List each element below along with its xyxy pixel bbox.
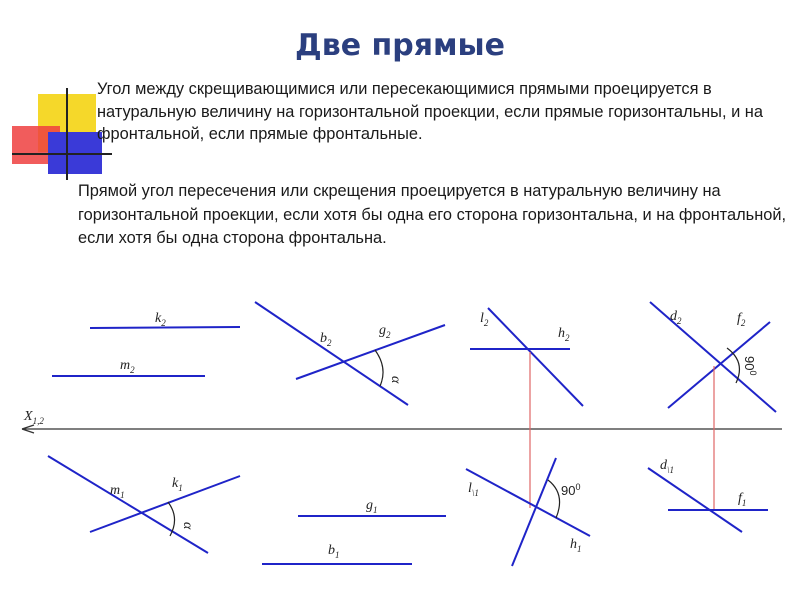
label-b1: $b_1$ [328, 543, 340, 560]
page-title: Две прямые [295, 28, 505, 63]
label-alpha-top: α [388, 376, 403, 384]
label-l2: $l_2$ [480, 311, 489, 328]
label-d1: $d_{\backslash 1}$ [660, 458, 675, 475]
label-g2: $g_2$ [379, 323, 391, 340]
arc-90-bottom [548, 480, 560, 518]
line-l2 [488, 308, 583, 406]
label-90-bottom: $90^0$ [561, 482, 581, 498]
label-f1: $f_1$ [738, 491, 747, 508]
label-f2: $f_2$ [737, 311, 746, 328]
axis-label: $X_{1,2}$ [24, 409, 44, 426]
label-k1: $k_1$ [172, 476, 183, 493]
arc-alpha-top [375, 350, 383, 386]
paragraph-right-angle: Прямой угол пересечения или скрещения проецируется в натуральную величину на горизонтальной проекции, если хотя бы одна его сторона горизонтальна, и на фронтальной, если хотя бы одна сторона фронтальна. [78, 182, 787, 247]
label-g1: $g_1$ [366, 498, 378, 515]
line-b2 [255, 302, 408, 405]
arc-90-top [727, 348, 739, 383]
label-alpha-bottom: α [180, 522, 195, 530]
label-m2: $m_2$ [120, 358, 135, 375]
label-m1: $m_1$ [110, 483, 125, 500]
line-d1 [648, 468, 742, 532]
line-h1 [512, 458, 556, 566]
line-g2 [296, 325, 445, 379]
label-b2: $b_2$ [320, 331, 332, 348]
label-d2: $d_2$ [670, 309, 682, 326]
label-h2: $h_2$ [558, 326, 570, 343]
label-90-top: $90^0$ [742, 356, 758, 376]
line-m1 [48, 456, 208, 553]
label-l1: $l_{\backslash 1}$ [468, 481, 479, 498]
paragraph-parallel-lines: Угол между скрещивающимися или пересекающимися прямыми проецируется в натуральную величину на горизонтальной проекции, если прямые горизонтальны, и на фронтальной, если прямые фронтальные. [97, 80, 763, 143]
label-k2: $k_2$ [155, 311, 166, 328]
label-h1: $h_1$ [570, 537, 582, 554]
